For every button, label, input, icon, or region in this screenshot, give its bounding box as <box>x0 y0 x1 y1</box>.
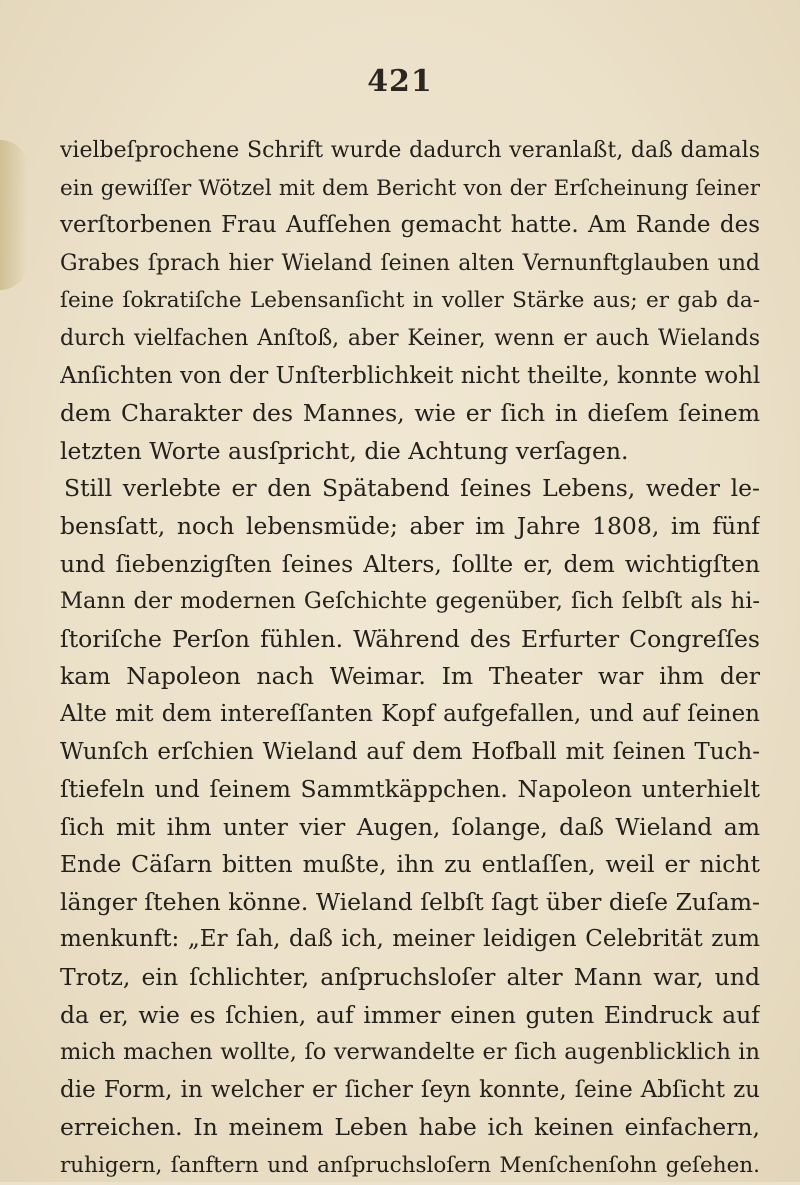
text-line: Alte mit dem intereſſanten Kopf aufgefallen, und auf ſeinen <box>60 700 760 727</box>
text-line: kam Napoleon nach Weimar. Im Theater war ihm der <box>60 662 760 691</box>
text-line: da er, wie es ſchien, auf immer einen guten Eindruck auf <box>60 1000 760 1029</box>
text-line: durch vielfachen Anſtoß, aber Keiner, wenn er auch Wielands <box>60 325 760 351</box>
body-text <box>60 132 760 1185</box>
text-line: bensſatt, noch lebensmüde; aber im Jahre 1808, im fünf <box>60 511 760 540</box>
text-line: Anſichten von der Unſterblichkeit nicht theilte, konnte wohl <box>60 362 760 389</box>
page-stain <box>0 140 28 290</box>
text-line: die Form, in welcher er ſicher ſeyn konnte, ſeine Abſicht zu <box>60 1076 760 1103</box>
text-line: menkunft: „Er ſah, daß ich, meiner leidigen Celebrität zum <box>60 926 760 953</box>
text-line: mich machen wollte, ſo verwandelte er ſich augenblicklich in <box>60 1039 760 1066</box>
text-line: länger ſtehen könne. Wieland ſelbſt ſagt über dieſe Zuſam- <box>60 887 760 916</box>
text-line: Still verlebte er den Spätabend ſeines Lebens, weder le- <box>64 474 760 503</box>
text-line: erreichen. In meinem Leben habe ich keinen einfachern, <box>60 1113 760 1142</box>
page-number: 421 <box>367 64 433 99</box>
text-line: Grabes ſprach hier Wieland ſeinen alten Vernunftglauben und <box>60 250 760 276</box>
text-line: ſich mit ihm unter vier Augen, ſolange, daß Wieland am <box>60 812 760 841</box>
text-line: Wunſch erſchien Wieland auf dem Hofball mit ſeinen Tuch- <box>60 738 760 765</box>
text-line: Trotz, ein ſchlichter, anſpruchsloſer alter Mann war, und <box>60 963 760 992</box>
text-line: verſtorbenen Frau Aufſehen gemacht hatte. Am Rande des <box>60 212 760 239</box>
text-line: vielbeſprochene Schrift wurde dadurch veranlaßt, daß damals <box>60 138 760 163</box>
text-line: dem Charakter des Mannes, wie er ſich in dieſem ſeinem <box>60 399 760 428</box>
text-line: ſeine ſokratiſche Lebensanſicht in voller Stärke aus; er gab da- <box>60 288 760 314</box>
text-line: ruhigern, ſanftern und anſpruchsloſern Menſchenſohn geſehen. <box>60 1153 760 1179</box>
text-line: ein gewiſſer Wötzel mit dem Bericht von der Erſcheinung ſeiner <box>60 175 760 201</box>
text-line: letzten Worte ausſpricht, die Achtung verſagen. <box>60 436 629 465</box>
text-line: und ſiebenzigſten ſeines Alters, ſollte er, dem wichtigſten <box>60 549 760 578</box>
text-line: Mann der modernen Geſchichte gegenüber, ſich ſelbſt als hi- <box>60 588 760 615</box>
text-line: Ende Cäſarn bitten mußte, ihn zu entlaſſen, weil er nicht <box>60 850 760 879</box>
text-line: ſtoriſche Perſon fühlen. Während des Erfurter Congreſſes <box>60 624 760 653</box>
text-line: ſtiefeln und ſeinem Sammtkäppchen. Napoleon unterhielt <box>60 775 760 804</box>
